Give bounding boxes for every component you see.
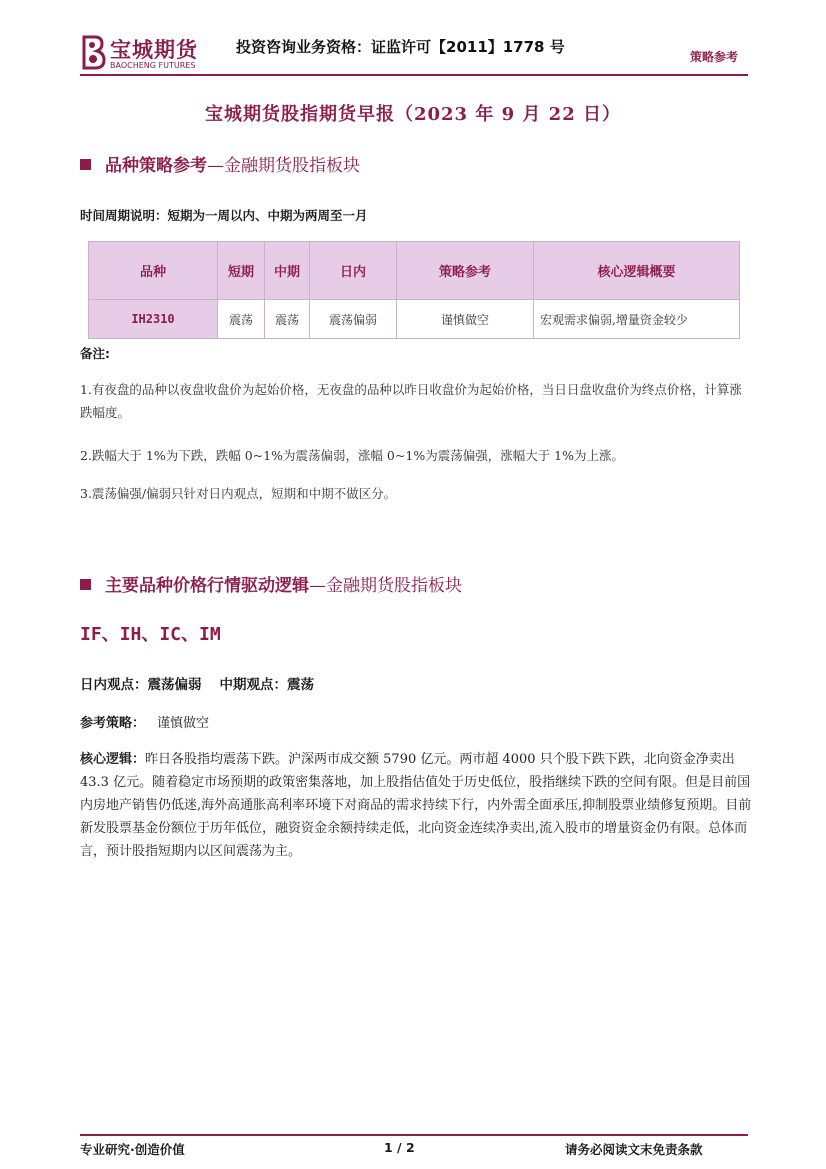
cell-product-code: IH2310 [89, 300, 218, 339]
report-title: 宝城期货股指期货早报（2023 年 9 月 22 日） [204, 104, 621, 125]
strategy-value: 谨慎做空 [157, 716, 210, 731]
cell-intraday: 震荡偏弱 [310, 300, 397, 339]
table-header-row [89, 242, 740, 300]
col-header-mid-term: 中期 [265, 242, 310, 300]
header-tag: 策略参考 [690, 50, 739, 64]
table-row [89, 300, 740, 339]
views-line [80, 673, 314, 693]
remarks-label: 备注: [80, 346, 110, 361]
strategy-label: 参考策略： [80, 716, 146, 731]
core-logic-paragraph [80, 748, 754, 863]
cell-short-term: 震荡 [218, 300, 265, 339]
section-subtitle: —金融期货股指板块 [309, 576, 462, 596]
square-bullet-icon [80, 159, 91, 170]
col-header-short-term: 短期 [218, 242, 265, 300]
col-header-product: 品种 [89, 242, 218, 300]
section-title: 品种策略参考 [105, 156, 207, 176]
col-header-strategy: 策略参考 [397, 242, 534, 300]
strategy-line [80, 712, 209, 731]
strategy-table [88, 241, 740, 339]
section-subtitle: —金融期货股指板块 [207, 156, 360, 176]
footer-divider [80, 1134, 748, 1136]
company-logo [80, 34, 210, 74]
page-number: 1 / 2 [384, 1140, 415, 1155]
remark-item: 3.震荡偏强/偏弱只针对日内观点，短期和中期不做区分。 [80, 486, 397, 501]
cell-mid-term: 震荡 [265, 300, 310, 339]
col-header-intraday: 日内 [310, 242, 397, 300]
logo-text-en: BAOCHENG FUTURES [110, 61, 196, 70]
footer-disclaimer-note: 请务必阅读文末免责条款 [565, 1142, 703, 1157]
remark-item: 1.有夜盘的品种以夜盘收盘价为起始价格，无夜盘的品种以昨日收盘价为起始价格，当日日盘收盘价为终点价格，计算涨跌幅度。 [80, 382, 742, 420]
section-title: 主要品种价格行情驱动逻辑 [105, 576, 309, 596]
product-list-heading: IF、IH、IC、IM [80, 624, 221, 645]
square-bullet-icon [80, 579, 91, 590]
midterm-view: 中期观点：震荡 [219, 677, 314, 693]
core-logic-text: 昨日各股指均震荡下跌。沪深两市成交额 5790 亿元。两市超 4000 只个股下跌下跌，北向资金净卖出 43.3 亿元。随着稳定市场预期的政策密集落地，加上股指估值处于历史低位，股指继续下跌的空间有限。但是目前国内房地产销售仍低迷,海外高通胀高利率环境下对商品的需求持续下行，内外需全面承压,抑制股票业绩修复预期。目前新发股票基金份额位于历年低位，融资资金余额持续走低，北向资金连续净卖出,流入股市的增量资金仍有限。总体而言，预计股指短期内以区间震荡为主。 [80, 752, 752, 859]
cell-core-logic: 宏观需求偏弱,增量资金较少 [534, 300, 740, 339]
period-note: 时间周期说明：短期为一周以内、中期为两周至一月 [80, 208, 368, 223]
col-header-core-logic: 核心逻辑概要 [534, 242, 740, 300]
intraday-view: 日内观点：震荡偏弱 [80, 677, 202, 693]
footer-slogan: 专业研究·创造价值 [80, 1142, 185, 1157]
section-heading-drivers [80, 571, 462, 596]
logo-text-cn: 宝城期货 [110, 37, 198, 62]
remark-item: 2.跌幅大于 1%为下跌，跌幅 0~1%为震荡偏弱，涨幅 0~1%为震荡偏强，涨幅大于 1%为上涨。 [80, 448, 624, 463]
license-text: 投资咨询业务资格：证监许可【2011】1778 号 [236, 38, 565, 56]
logo-emblem-icon [80, 34, 106, 70]
section-heading-strategy [80, 151, 360, 176]
header-divider [80, 74, 748, 76]
core-logic-label: 核心逻辑： [80, 752, 146, 767]
cell-strategy: 谨慎做空 [397, 300, 534, 339]
